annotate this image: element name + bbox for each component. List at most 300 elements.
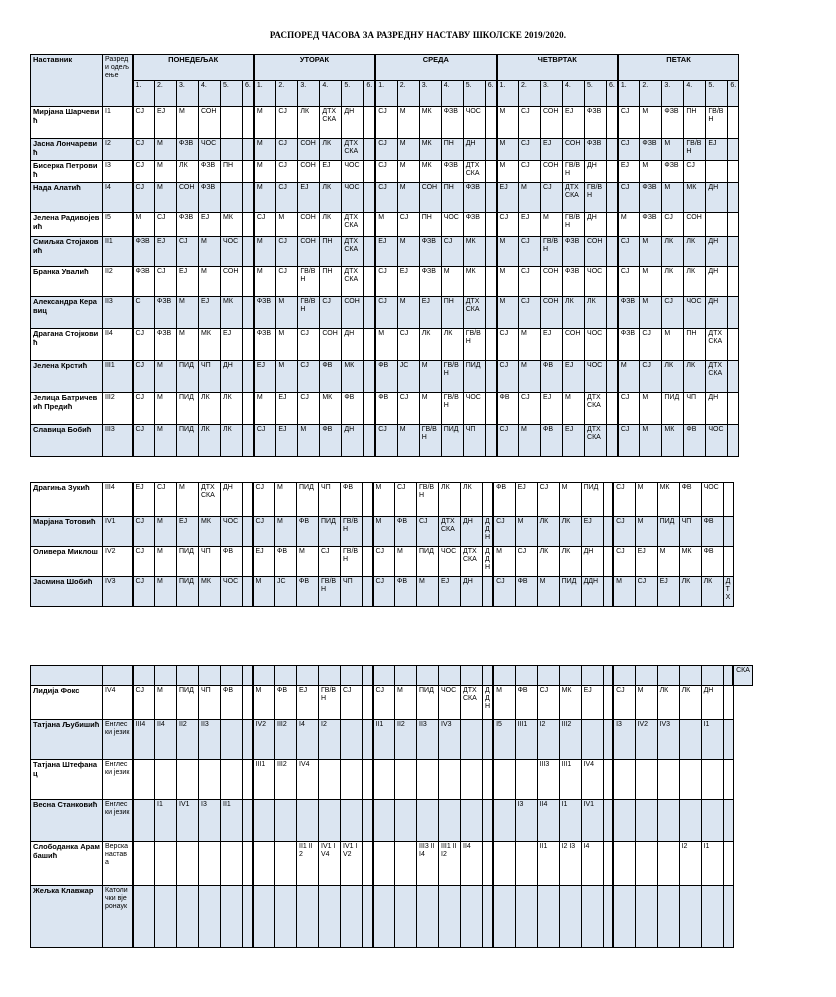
lesson-cell: СЈ	[640, 361, 662, 393]
lesson-cell: ФЗВ	[662, 107, 684, 139]
lesson-cell: МК	[342, 361, 364, 393]
lesson-cell: СЈ	[375, 297, 397, 329]
lesson-cell	[728, 297, 739, 329]
lesson-cell	[723, 886, 733, 948]
lesson-cell: ЛК	[441, 329, 463, 361]
lesson-cell: ФЗВ	[640, 183, 662, 213]
lesson-cell: ГВ/ВН	[417, 483, 439, 517]
lesson-cell: ФЗВ	[585, 139, 607, 161]
period-header: 1.	[133, 81, 155, 107]
lesson-cell	[515, 760, 537, 800]
lesson-cell	[657, 800, 679, 842]
lesson-cell	[243, 686, 253, 720]
lesson-cell: СОН	[563, 139, 585, 161]
grade-label: IV2	[103, 547, 133, 577]
lesson-cell: ЕЈ	[706, 139, 728, 161]
lesson-cell: СЈ	[276, 139, 298, 161]
lesson-cell: СЈ	[441, 237, 463, 267]
lesson-cell	[485, 425, 496, 457]
lesson-cell	[177, 886, 199, 948]
lesson-cell: ФЗВ	[177, 139, 199, 161]
lesson-cell	[493, 760, 515, 800]
lesson-cell: III4	[133, 720, 155, 760]
lesson-cell: ЧОС	[463, 393, 485, 425]
lesson-cell: ФЗВ	[563, 267, 585, 297]
lesson-cell: СЈ	[133, 517, 155, 547]
lesson-cell: I1	[701, 720, 723, 760]
table-row	[31, 720, 753, 760]
lesson-cell	[635, 842, 657, 886]
lesson-cell	[373, 886, 395, 948]
lesson-cell: ПН	[441, 297, 463, 329]
lesson-cell: ЧОС	[463, 107, 485, 139]
teacher-name: Јелена Крстић	[31, 361, 103, 393]
lesson-cell: СЈ	[319, 547, 341, 577]
lesson-cell: ФЗВ	[254, 329, 276, 361]
lesson-cell	[728, 425, 739, 457]
lesson-cell: ДН	[585, 213, 607, 237]
lesson-cell: М	[155, 686, 177, 720]
lesson-cell: М	[275, 483, 297, 517]
period-header: 6.	[728, 81, 739, 107]
lesson-cell: II1	[373, 720, 395, 760]
header-cell	[297, 666, 319, 686]
teacher-name: Марјана Тотовић	[31, 517, 103, 547]
lesson-cell: ДТХСКА	[585, 425, 607, 457]
lesson-cell: ЧОС	[342, 183, 364, 213]
lesson-cell	[613, 842, 635, 886]
lesson-cell: ЧП	[679, 517, 701, 547]
lesson-cell: ФЗВ	[662, 161, 684, 183]
lesson-cell: М	[276, 361, 298, 393]
lesson-cell: М	[375, 213, 397, 237]
lesson-cell: ФЗВ	[133, 237, 155, 267]
lesson-cell: М	[497, 161, 519, 183]
lesson-cell: СЈ	[662, 297, 684, 329]
lesson-cell: III2	[275, 720, 297, 760]
lesson-cell: ДН	[706, 297, 728, 329]
lesson-cell: ДТХ	[723, 577, 733, 607]
lesson-cell: ФВ	[395, 517, 417, 547]
lesson-cell: СЈ	[662, 213, 684, 237]
lesson-cell: ЧП	[199, 547, 221, 577]
lesson-cell: ЕЈ	[221, 329, 243, 361]
lesson-cell: ЧОС	[439, 686, 461, 720]
lesson-cell: М	[397, 183, 419, 213]
lesson-cell: М	[640, 297, 662, 329]
lesson-cell: М	[640, 237, 662, 267]
lesson-cell: ЕЈ	[276, 425, 298, 457]
header-cell	[275, 666, 297, 686]
lesson-cell: М	[276, 213, 298, 237]
lesson-cell: СЈ	[373, 686, 395, 720]
lesson-cell	[607, 183, 618, 213]
lesson-cell	[395, 800, 417, 842]
lesson-cell: ЛК	[662, 237, 684, 267]
lesson-cell: ДДН	[483, 547, 494, 577]
lesson-cell: СЈ	[276, 267, 298, 297]
lesson-cell: IV1	[177, 800, 199, 842]
lesson-cell: ПН	[684, 329, 706, 361]
lesson-cell: ГВ/ВН	[585, 183, 607, 213]
table-row	[31, 886, 753, 948]
lesson-cell: СОН	[541, 161, 563, 183]
lesson-cell: М	[155, 577, 177, 607]
lesson-cell	[243, 547, 253, 577]
lesson-cell: ФЗВ	[155, 329, 177, 361]
lesson-cell	[635, 886, 657, 948]
lesson-cell: СЈ	[373, 547, 395, 577]
lesson-cell: ЕЈ	[563, 425, 585, 457]
lesson-cell: III1 III2	[439, 842, 461, 886]
lesson-cell: М	[640, 267, 662, 297]
lesson-cell: ДТХСКА	[463, 297, 485, 329]
lesson-cell: М	[254, 107, 276, 139]
lesson-cell: ЕЈ	[563, 107, 585, 139]
lesson-cell: I3	[613, 720, 635, 760]
lesson-cell: М	[662, 183, 684, 213]
lesson-cell: СЈ	[613, 517, 635, 547]
grade-header: Разред и одељење	[103, 55, 133, 107]
lesson-cell: М	[640, 393, 662, 425]
lesson-cell: М	[155, 361, 177, 393]
lesson-cell	[364, 213, 375, 237]
lesson-cell: ФВ	[493, 483, 515, 517]
lesson-cell: ГВ/ВН	[463, 329, 485, 361]
lesson-cell: I3	[515, 800, 537, 842]
lesson-cell	[657, 760, 679, 800]
lesson-cell: М	[254, 237, 276, 267]
lesson-cell: СЈ	[298, 361, 320, 393]
teacher-name: Нада Алатић	[31, 183, 103, 213]
lesson-cell	[364, 183, 375, 213]
lesson-cell: М	[297, 547, 319, 577]
header-cell	[603, 666, 613, 686]
lesson-cell	[635, 800, 657, 842]
lesson-cell	[723, 800, 733, 842]
lesson-cell: ДН	[461, 577, 483, 607]
lesson-cell: М	[254, 139, 276, 161]
lesson-cell: М	[155, 161, 177, 183]
lesson-cell	[603, 720, 613, 760]
lesson-cell	[275, 800, 297, 842]
lesson-cell: I4	[297, 720, 319, 760]
teacher-name: Драгана Стојковић	[31, 329, 103, 361]
lesson-cell: ЧП	[199, 686, 221, 720]
lesson-cell: М	[276, 297, 298, 329]
lesson-cell: МК	[419, 161, 441, 183]
lesson-cell	[133, 760, 155, 800]
lesson-cell: СЈ	[298, 329, 320, 361]
lesson-cell: I1	[559, 800, 581, 842]
lesson-cell	[728, 139, 739, 161]
lesson-cell: М	[497, 267, 519, 297]
lesson-cell: ЕЈ	[541, 139, 563, 161]
period-header: 3.	[298, 81, 320, 107]
lesson-cell	[319, 760, 341, 800]
lesson-cell: ЛК	[585, 297, 607, 329]
lesson-cell: ПИД	[177, 361, 199, 393]
table-row	[31, 547, 734, 577]
header-cell	[723, 666, 733, 686]
lesson-cell: ЕЈ	[155, 237, 177, 267]
lesson-cell	[607, 329, 618, 361]
lesson-cell: ЛК	[320, 213, 342, 237]
lesson-cell	[341, 720, 363, 760]
schedule-table-3	[30, 665, 753, 948]
period-header: 5.	[585, 81, 607, 107]
lesson-cell: ПН	[221, 161, 243, 183]
lesson-cell: СЈ	[254, 213, 276, 237]
lesson-cell: МК	[419, 139, 441, 161]
lesson-cell: СЈ	[519, 393, 541, 425]
lesson-cell	[603, 686, 613, 720]
table-row	[31, 183, 739, 213]
lesson-cell: II3	[199, 720, 221, 760]
lesson-cell: IV1 IV4	[319, 842, 341, 886]
lesson-cell: ГВ/ВН	[684, 139, 706, 161]
lesson-cell: ЈС	[397, 361, 419, 393]
lesson-cell: ФЗВ	[463, 213, 485, 237]
lesson-cell	[243, 483, 253, 517]
lesson-cell: М	[537, 577, 559, 607]
lesson-cell: ФВ	[375, 361, 397, 393]
lesson-cell: ДТХСКА	[342, 267, 364, 297]
lesson-cell: ГВ/ВН	[419, 425, 441, 457]
lesson-cell	[221, 760, 243, 800]
lesson-cell: ФЗВ	[640, 139, 662, 161]
lesson-cell: ФЗВ	[441, 107, 463, 139]
lesson-cell: ДН	[706, 267, 728, 297]
lesson-cell: М	[155, 425, 177, 457]
header-cell	[417, 666, 439, 686]
period-header: 6.	[485, 81, 496, 107]
lesson-cell: ЛК	[439, 483, 461, 517]
lesson-cell	[728, 329, 739, 361]
lesson-cell: СЈ	[177, 237, 199, 267]
lesson-cell: I4	[581, 842, 603, 886]
lesson-cell: СЈ	[493, 577, 515, 607]
teacher-name: Слободанка Арамбашић	[31, 842, 103, 886]
lesson-cell	[363, 577, 373, 607]
lesson-cell	[243, 267, 254, 297]
header-cell	[319, 666, 341, 686]
header-cell	[133, 666, 155, 686]
lesson-cell: IV2	[635, 720, 657, 760]
lesson-cell	[723, 720, 733, 760]
header-cell	[363, 666, 373, 686]
lesson-cell: СЈ	[133, 107, 155, 139]
lesson-cell	[221, 139, 243, 161]
lesson-cell	[363, 886, 373, 948]
lesson-cell	[607, 267, 618, 297]
lesson-cell	[728, 161, 739, 183]
lesson-cell	[395, 886, 417, 948]
lesson-cell: ЕЈ	[541, 329, 563, 361]
lesson-cell: МК	[419, 107, 441, 139]
lesson-cell	[243, 237, 254, 267]
lesson-cell: СЈ	[375, 161, 397, 183]
header-cell	[461, 666, 483, 686]
lesson-cell	[221, 886, 243, 948]
lesson-cell	[723, 547, 733, 577]
lesson-cell: ДДН	[581, 577, 603, 607]
day-header: УТОРАК	[254, 55, 375, 81]
lesson-cell: ЧОС	[701, 483, 723, 517]
grade-label: Католички вјеронаук	[103, 886, 133, 948]
lesson-cell: М	[177, 329, 199, 361]
lesson-cell	[493, 842, 515, 886]
lesson-cell	[723, 760, 733, 800]
lesson-cell: ЧОС	[221, 577, 243, 607]
period-header: 6.	[607, 81, 618, 107]
lesson-cell: МК	[463, 267, 485, 297]
lesson-cell	[723, 483, 733, 517]
lesson-cell: ЛК	[679, 686, 701, 720]
lesson-cell: ЛК	[684, 267, 706, 297]
lesson-cell	[603, 577, 613, 607]
lesson-cell: ЛК	[657, 686, 679, 720]
period-row	[31, 81, 739, 107]
lesson-cell	[364, 237, 375, 267]
lesson-cell: СОН	[684, 213, 706, 237]
grade-label: II2	[103, 267, 133, 297]
lesson-cell: М	[618, 361, 640, 393]
lesson-cell: ФВ	[541, 425, 563, 457]
lesson-cell: СЈ	[155, 267, 177, 297]
grade-label: II1	[103, 237, 133, 267]
grade-label: IV3	[103, 577, 133, 607]
table-row	[31, 213, 739, 237]
lesson-cell: ЧП	[684, 393, 706, 425]
lesson-cell: II1	[537, 842, 559, 886]
lesson-cell: ДТХСКА	[563, 183, 585, 213]
lesson-cell: СЈ	[684, 161, 706, 183]
lesson-cell: ЕЈ	[254, 361, 276, 393]
lesson-cell: СЈ	[133, 329, 155, 361]
teacher-name: Бранка Увалић	[31, 267, 103, 297]
lesson-cell: I2	[679, 842, 701, 886]
lesson-cell: ЧОС	[441, 213, 463, 237]
lesson-cell: М	[640, 161, 662, 183]
lesson-cell: МК	[320, 393, 342, 425]
lesson-cell	[728, 213, 739, 237]
lesson-cell: ГВ/ВН	[341, 547, 363, 577]
lesson-cell: ДТХСКА	[706, 361, 728, 393]
lesson-cell: СЈ	[519, 139, 541, 161]
lesson-cell: ФВ	[375, 393, 397, 425]
lesson-cell: ФВ	[515, 577, 537, 607]
lesson-cell	[243, 425, 254, 457]
lesson-cell: СОН	[298, 139, 320, 161]
lesson-cell	[155, 842, 177, 886]
lesson-cell	[603, 886, 613, 948]
lesson-cell: СОН	[541, 267, 563, 297]
lesson-cell	[679, 886, 701, 948]
lesson-cell: II1	[221, 800, 243, 842]
lesson-cell: М	[275, 517, 297, 547]
lesson-cell: М	[298, 425, 320, 457]
period-header: 4.	[563, 81, 585, 107]
lesson-cell: СЈ	[253, 517, 275, 547]
lesson-cell: М	[563, 393, 585, 425]
lesson-cell	[363, 547, 373, 577]
lesson-cell: IV4	[297, 760, 319, 800]
lesson-cell: М	[515, 517, 537, 547]
lesson-cell: СЈ	[375, 139, 397, 161]
lesson-cell	[297, 886, 319, 948]
lesson-cell: ЛК	[559, 517, 581, 547]
lesson-cell: ЕЈ	[563, 361, 585, 393]
lesson-cell: ЛК	[701, 577, 723, 607]
lesson-cell	[485, 267, 496, 297]
lesson-cell: М	[375, 329, 397, 361]
header-cell	[221, 666, 243, 686]
lesson-cell	[243, 720, 253, 760]
lesson-cell: ПИД	[177, 686, 199, 720]
lesson-cell	[723, 686, 733, 720]
lesson-cell: СЈ	[133, 577, 155, 607]
grade-label: II3	[103, 297, 133, 329]
lesson-cell: М	[541, 213, 563, 237]
lesson-cell: М	[559, 483, 581, 517]
lesson-cell	[221, 842, 243, 886]
grade-label: I3	[103, 161, 133, 183]
period-header: 1.	[497, 81, 519, 107]
lesson-cell: ЛК	[684, 237, 706, 267]
period-header: 6.	[364, 81, 375, 107]
lesson-cell: М	[155, 517, 177, 547]
lesson-cell: СОН	[298, 213, 320, 237]
lesson-cell: ЕЈ	[298, 183, 320, 213]
lesson-cell: М	[155, 139, 177, 161]
table-row	[31, 800, 753, 842]
lesson-cell	[485, 329, 496, 361]
lesson-cell	[363, 483, 373, 517]
lesson-cell: ЕЈ	[635, 547, 657, 577]
lesson-cell: ДТХСКА	[320, 107, 342, 139]
grade-label: Верска настава	[103, 842, 133, 886]
teacher-name: Јасмина Шобић	[31, 577, 103, 607]
lesson-cell	[728, 267, 739, 297]
lesson-cell: СЈ	[613, 483, 635, 517]
lesson-cell: I2	[319, 720, 341, 760]
grade-label: I2	[103, 139, 133, 161]
lesson-cell: ЛК	[199, 393, 221, 425]
lesson-cell: ЛК	[662, 361, 684, 393]
lesson-cell: СЈ	[618, 267, 640, 297]
lesson-cell: СЈ	[155, 213, 177, 237]
day-header: ПЕТАК	[618, 55, 739, 81]
lesson-cell: МК	[199, 329, 221, 361]
lesson-cell	[363, 760, 373, 800]
lesson-cell	[373, 760, 395, 800]
lesson-cell	[221, 183, 243, 213]
lesson-cell	[364, 329, 375, 361]
lesson-cell: СЈ	[133, 161, 155, 183]
lesson-cell	[341, 886, 363, 948]
table-row	[31, 161, 739, 183]
page-title: РАСПОРЕД ЧАСОВА ЗА РАЗРЕДНУ НАСТАВУ ШКОЛСКЕ 2019/2020.	[269, 30, 567, 40]
lesson-cell	[483, 800, 494, 842]
lesson-cell: М	[441, 267, 463, 297]
lesson-cell: М	[397, 107, 419, 139]
lesson-cell	[701, 760, 723, 800]
lesson-cell: ЕЈ	[519, 213, 541, 237]
lesson-cell	[485, 139, 496, 161]
lesson-cell	[607, 213, 618, 237]
lesson-cell	[319, 800, 341, 842]
